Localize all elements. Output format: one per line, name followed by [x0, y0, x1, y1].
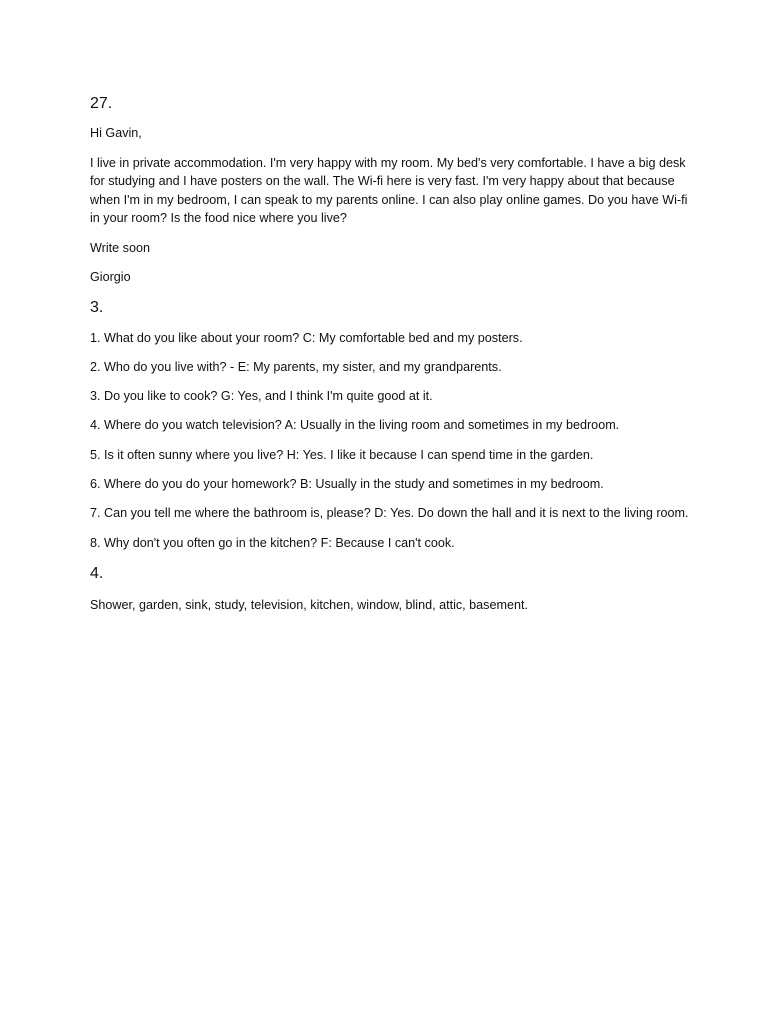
- answer-item: 8. Why don't you often go in the kitchen? F: Because I can't cook.: [90, 535, 455, 550]
- answer-item: 6. Where do you do your homework? B: Usually in the study and sometimes in my bedroom.: [90, 476, 604, 491]
- section-27-heading: 27.: [90, 95, 113, 112]
- section-3-heading: 3.: [90, 298, 104, 316]
- answer-item: 5. Is it often sunny where you live? H: Yes. I like it because I can spend time in the garden.: [90, 447, 594, 462]
- letter-greeting: Hi Gavin,: [90, 126, 142, 140]
- vocabulary-list: Shower, garden, sink, study, television, kitchen, window, blind, attic, basement.: [90, 597, 528, 612]
- answer-item: 1. What do you like about your room? C: My comfortable bed and my posters.: [90, 330, 523, 345]
- letter-signoff: Write soon: [90, 240, 150, 255]
- answer-item: 7. Can you tell me where the bathroom is, please? D: Yes. Do down the hall and it is next to the living room.: [90, 506, 689, 521]
- answer-item: 4. Where do you watch television? A: Usually in the living room and sometimes in my bedroom.: [90, 418, 620, 433]
- section-4-heading: 4.: [90, 564, 104, 582]
- answer-item: 3. Do you like to cook? G: Yes, and I think I'm quite good at it.: [90, 389, 433, 404]
- letter-signature: Giorgio: [90, 270, 131, 284]
- letter-body: I live in private accommodation. I'm very happy with my room. My bed's very comfortable. I have a big desk for studying and I have posters on the wall. The Wi-fi here is very fast. I'm very happy about that because when I'm in my bedroom, I can speak to my parents online. I can also play online games. Do you have Wi-fi in your room? Is the food nice where you live?: [90, 155, 688, 225]
- document-page: [90, 93, 690, 614]
- answer-item: 2. Who do you live with? - E: My parents, my sister, and my grandparents.: [90, 359, 502, 374]
